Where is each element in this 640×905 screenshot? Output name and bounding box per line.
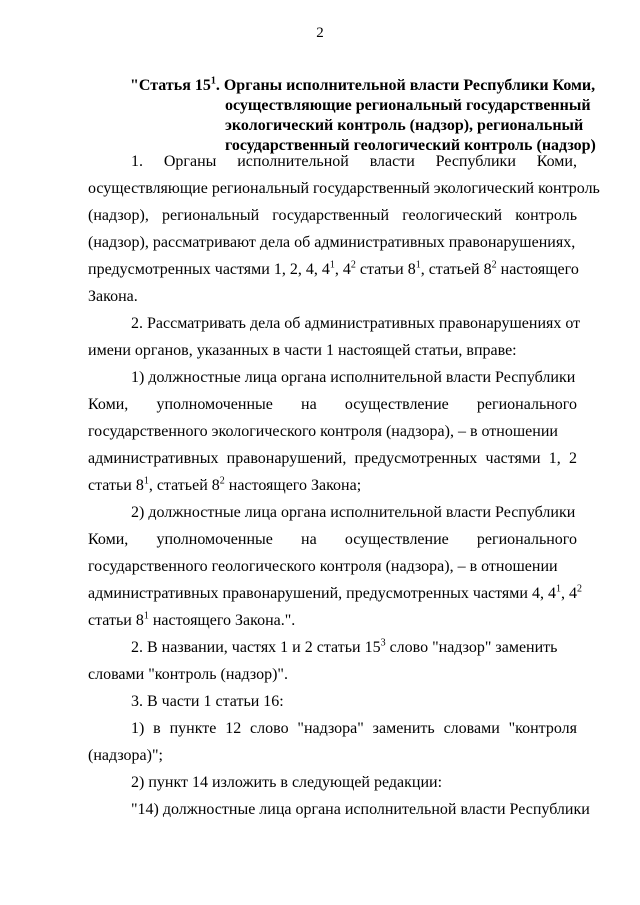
item1-line-3: государственного экологического контроля (надзора), – в отношении [88, 423, 558, 440]
item1-line-1: 1) должностные лица органа исполнительной власти Республики [131, 369, 576, 386]
p2-line-1: 2. Рассматривать дела об административных правонарушениях от [131, 315, 581, 332]
item2-line-2 [88, 531, 577, 549]
word: (надзор), [88, 207, 149, 224]
word: административных [88, 450, 219, 467]
word: региональный [162, 207, 260, 224]
p1-line-1 [131, 153, 577, 171]
text: предусмотренных частями 1, 2, 4, 4 [88, 261, 330, 278]
superscript: 1 [329, 259, 335, 271]
text: статьи 8 [355, 261, 416, 278]
superscript: 2 [350, 259, 356, 271]
word: регионального [476, 531, 577, 548]
p7-line-1: "14) должностные лица органа исполнительной власти Республики [131, 801, 590, 818]
heading-prefix: "Статья 15 [130, 77, 211, 94]
p3-line-1 [131, 639, 557, 657]
word: 1. [131, 153, 143, 170]
superscript: 2 [576, 583, 582, 595]
superscript: 1 [143, 610, 149, 622]
item1-line-2 [88, 396, 577, 414]
p4-line-1: 3. В части 1 статьи 16: [131, 693, 284, 710]
p5-line-2: (надзора)"; [88, 747, 163, 764]
word: Органы [163, 153, 217, 170]
word: регионального [476, 396, 577, 413]
p1-line-5 [88, 261, 579, 279]
text: , статьей 8 [420, 261, 492, 278]
superscript: 3 [380, 637, 386, 649]
p5-line-1 [131, 720, 577, 738]
word: геологический [402, 207, 503, 224]
item2-line-5 [88, 612, 295, 630]
word: Коми, [88, 396, 129, 413]
text: настоящего Закона; [224, 477, 362, 494]
word: уполномоченные [156, 531, 273, 548]
p1-line-6: Закона. [88, 288, 138, 305]
word: на [301, 396, 317, 413]
item2-line-4 [88, 585, 582, 603]
item2-line-3: государственного геологического контроля (надзора), – в отношении [88, 558, 558, 575]
superscript: 1 [555, 583, 561, 595]
text: статьи 8 [88, 477, 144, 494]
superscript: 1 [143, 475, 149, 487]
p2-line-2: имени органов, указанных в части 1 настоящей статьи, вправе: [88, 342, 517, 359]
word: государственный [272, 207, 390, 224]
word: в [153, 720, 161, 737]
text: статьи 8 [88, 612, 144, 629]
item1-line-5 [88, 477, 361, 495]
word: правонарушений, [226, 450, 347, 467]
item2-line-1: 2) должностные лица органа исполнительной власти Республики [131, 504, 576, 521]
word: словами [443, 720, 500, 737]
word: заменить [372, 720, 435, 737]
word: частями [485, 450, 541, 467]
word: слово [250, 720, 289, 737]
word: 1, [548, 450, 561, 467]
text: , 4 [560, 585, 577, 602]
word: уполномоченные [156, 396, 273, 413]
text: настоящего [496, 261, 579, 278]
word: Коми, [88, 531, 129, 548]
superscript: 2 [219, 475, 225, 487]
p1-line-2: осуществляющие региональный государственный экологический контроль [88, 180, 600, 197]
text: , 4 [334, 261, 351, 278]
heading-line-2: осуществляющие региональный государственный [225, 97, 591, 114]
word: "контроля [508, 720, 577, 737]
page-number: 2 [316, 25, 324, 41]
heading-sup: 1 [210, 75, 216, 87]
heading-line-3: экологический контроль (надзор), региональный [225, 117, 584, 134]
word: на [301, 531, 317, 548]
text: административных правонарушений, предусмотренных частями 4, 4 [88, 585, 556, 602]
p1-line-3 [88, 207, 577, 225]
text: слово "надзор" заменить [385, 639, 558, 656]
word: Коми, [536, 153, 577, 170]
heading-line-1 [130, 75, 596, 96]
text: , статьей 8 [148, 477, 220, 494]
superscript: 1 [415, 259, 421, 271]
heading-line-4: государственный геологический контроль (надзор) [225, 137, 596, 154]
p3-line-2: словами "контроль (надзор)". [88, 666, 288, 683]
p1-line-4: (надзор), рассматривают дела об административных правонарушениях, [88, 234, 576, 251]
p6-line-1: 2) пункт 14 изложить в следующей редакции: [131, 774, 443, 791]
word: осуществление [344, 531, 449, 548]
word: 12 [225, 720, 242, 737]
superscript: 2 [491, 259, 497, 271]
word: исполнительной [237, 153, 349, 170]
word: контроль [515, 207, 577, 224]
item1-line-4 [88, 450, 577, 468]
word: предусмотренных [354, 450, 478, 467]
word: 2 [569, 450, 577, 467]
heading-line-1-rest: . Органы исполнительной власти Республики Коми, [215, 77, 596, 94]
word: 1) [131, 720, 145, 737]
word: осуществление [344, 396, 449, 413]
word: "надзора" [297, 720, 364, 737]
word: Республики [435, 153, 516, 170]
text: 2. В названии, частях 1 и 2 статьи 15 [131, 639, 381, 656]
word: пункте [169, 720, 217, 737]
word: власти [369, 153, 415, 170]
text: настоящего Закона.". [148, 612, 296, 629]
